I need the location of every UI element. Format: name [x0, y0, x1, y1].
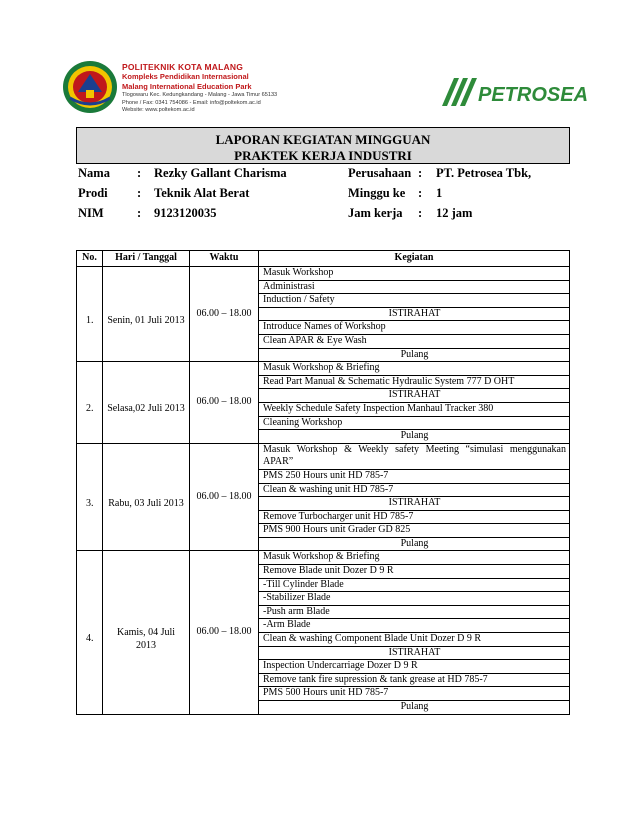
- nama-label: Nama: [78, 166, 110, 180]
- school-letterhead: [122, 62, 322, 115]
- jam-colon: :: [418, 206, 423, 220]
- activity-cell: Masuk Workshop & Briefing: [259, 362, 570, 376]
- activity-cell: -Push arm Blade: [259, 605, 570, 619]
- school-phone: Phone / Fax: 0341 754086 - Email: info@poltekom.ac.id: [122, 99, 261, 106]
- prodi-colon: :: [137, 186, 142, 200]
- jam-value: 12 jam: [436, 206, 473, 220]
- activity-cell: ISTIRAHAT: [259, 307, 570, 321]
- activity-cell: PMS 250 Hours unit HD 785-7: [259, 469, 570, 483]
- activity-cell: -Stabilizer Blade: [259, 592, 570, 606]
- table-header-row: [77, 251, 570, 267]
- table-row: [77, 551, 570, 565]
- activity-cell: Read Part Manual & Schematic Hydraulic System 777 D OHT: [259, 375, 570, 389]
- activity-cell: -Till Cylinder Blade: [259, 578, 570, 592]
- school-logo: [62, 60, 118, 114]
- row-number: 4.: [77, 551, 103, 714]
- table-row: [77, 267, 570, 281]
- jam-label: Jam kerja: [348, 206, 403, 220]
- petrosea-wordmark: PETROSEA: [478, 84, 589, 106]
- table-body: [77, 267, 570, 715]
- header-activity: Kegiatan: [259, 251, 570, 267]
- activity-cell: ISTIRAHAT: [259, 389, 570, 403]
- row-time: 06.00 – 18.00: [190, 267, 259, 362]
- activity-cell: Pulang: [259, 348, 570, 362]
- row-time: 06.00 – 18.00: [190, 362, 259, 444]
- header-time: Waktu: [190, 251, 259, 267]
- table-row: [77, 362, 570, 376]
- perusahaan-colon: :: [418, 166, 423, 180]
- nim-value: 9123120035: [154, 206, 217, 220]
- row-number: 3.: [77, 443, 103, 551]
- activity-cell: Remove Blade unit Dozer D 9 R: [259, 565, 570, 579]
- activity-cell: Administrasi: [259, 280, 570, 294]
- perusahaan-value: PT. Petrosea Tbk,: [436, 166, 532, 180]
- report-title: LAPORAN KEGIATAN MINGGUAN: [215, 132, 431, 147]
- nama-colon: :: [137, 166, 142, 180]
- activity-cell: Weekly Schedule Safety Inspection Manhaul Tracker 380: [259, 402, 570, 416]
- nama-value: Rezky Gallant Charisma: [154, 166, 287, 180]
- header-no: No.: [77, 251, 103, 267]
- prodi-value: Teknik Alat Berat: [154, 186, 250, 200]
- nim-colon: :: [137, 206, 142, 220]
- activity-cell: Induction / Safety: [259, 294, 570, 308]
- activity-cell: -Arm Blade: [259, 619, 570, 633]
- row-time: 06.00 – 18.00: [190, 551, 259, 714]
- prodi-label: Prodi: [78, 186, 108, 200]
- activity-cell: Cleaning Workshop: [259, 416, 570, 430]
- activity-cell: Clean & washing unit HD 785-7: [259, 483, 570, 497]
- row-day: Kamis, 04 Juli 2013: [103, 551, 190, 714]
- activity-cell: Clean APAR & Eye Wash: [259, 334, 570, 348]
- table-row: [77, 443, 570, 469]
- activity-cell: ISTIRAHAT: [259, 646, 570, 660]
- report-title-box: [76, 127, 570, 164]
- row-time: 06.00 – 18.00: [190, 443, 259, 551]
- activity-cell: Inspection Undercarriage Dozer D 9 R: [259, 660, 570, 674]
- activity-cell: Introduce Names of Workshop: [259, 321, 570, 335]
- activity-cell: Pulang: [259, 701, 570, 715]
- school-name: POLITEKNIK KOTA MALANG: [122, 62, 244, 72]
- activity-cell: ISTIRAHAT: [259, 497, 570, 511]
- header-day: Hari / Tanggal: [103, 251, 190, 267]
- row-number: 1.: [77, 267, 103, 362]
- school-address: Tlogowaru Kec. Kedungkandang - Malang - Jawa Timur 65133: [122, 92, 278, 98]
- activity-cell: PMS 500 Hours unit HD 785-7: [259, 687, 570, 701]
- nim-label: NIM: [78, 206, 104, 220]
- petrosea-logo: [442, 76, 589, 106]
- activity-cell: PMS 900 Hours unit Grader GD 825: [259, 524, 570, 538]
- minggu-label: Minggu ke: [348, 186, 406, 200]
- row-day: Rabu, 03 Juli 2013: [103, 443, 190, 551]
- activity-cell: Pulang: [259, 430, 570, 444]
- activity-cell: Masuk Workshop: [259, 267, 570, 281]
- activity-cell: Masuk Workshop & Briefing: [259, 551, 570, 565]
- minggu-value: 1: [436, 186, 443, 200]
- activity-table: [76, 250, 570, 715]
- minggu-colon: :: [418, 186, 423, 200]
- school-sub2: Malang International Education Park: [122, 82, 252, 91]
- report-subtitle: PRAKTEK KERJA INDUSTRI: [234, 148, 412, 163]
- perusahaan-label: Perusahaan: [348, 166, 412, 180]
- row-day: Selasa,02 Juli 2013: [103, 362, 190, 444]
- activity-cell: Remove tank fire supression & tank grease at HD 785-7: [259, 673, 570, 687]
- activity-cell: Remove Turbocharger unit HD 785-7: [259, 510, 570, 524]
- activity-cell: Clean & washing Component Blade Unit Dozer D 9 R: [259, 633, 570, 647]
- row-number: 2.: [77, 362, 103, 444]
- school-sub1: Kompleks Pendidikan Internasional: [122, 72, 249, 81]
- school-website: Website: www.poltekom.ac.id: [122, 107, 195, 113]
- activity-cell: Masuk Workshop & Weekly safety Meeting “simulasi menggunakan APAR”: [259, 443, 570, 469]
- activity-cell: Pulang: [259, 537, 570, 551]
- row-day: Senin, 01 Juli 2013: [103, 267, 190, 362]
